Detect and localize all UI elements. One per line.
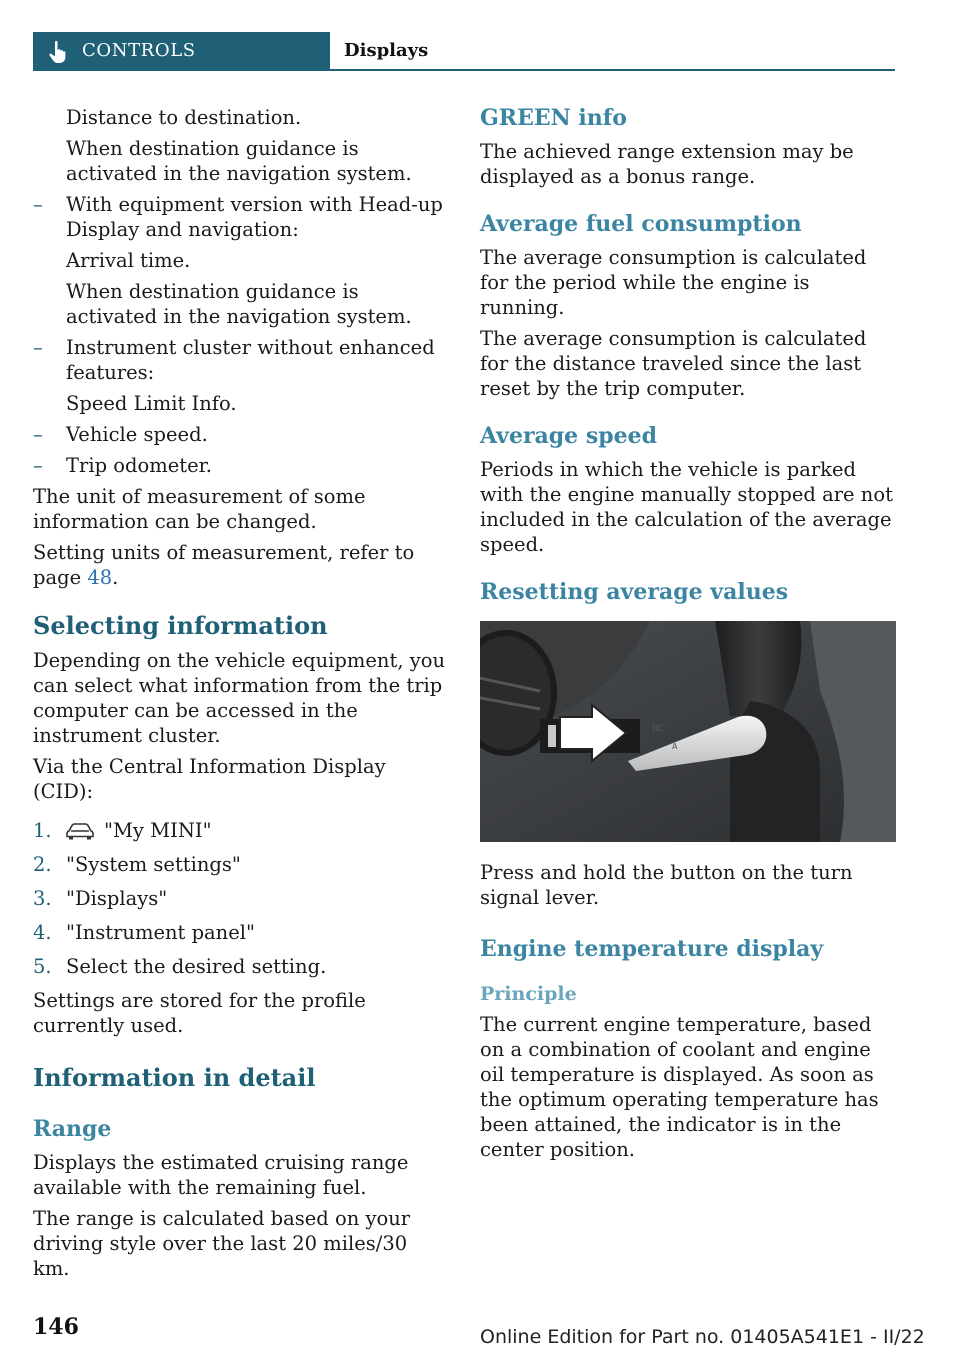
- page-reference-link[interactable]: 48: [87, 566, 113, 589]
- step-text: "Instrument panel": [66, 921, 255, 944]
- step-number: 5.: [33, 955, 52, 978]
- chapter-tab: [33, 32, 330, 71]
- step-text: "System settings": [66, 853, 241, 876]
- numbered-step: [33, 920, 447, 945]
- numbered-step: [33, 818, 447, 843]
- list-item-text: Vehicle speed.: [66, 423, 208, 446]
- numbered-step: [33, 852, 447, 877]
- list-item-text: Trip odometer.: [66, 454, 212, 477]
- paragraph: Setting units of measurement, refer to page 48.: [33, 541, 415, 589]
- heading-range: Range: [33, 1116, 112, 1142]
- paragraph: Periods in which the vehicle is parked with the engine manually stopped are not included in the calculation of the average speed.: [480, 458, 893, 556]
- paragraph: Via the Central Information Display (CID):: [33, 755, 386, 803]
- paragraph: Settings are stored for the profile currently used.: [33, 989, 366, 1037]
- paragraph: The unit of measurement of some information can be changed.: [33, 485, 366, 533]
- step-number: 4.: [33, 921, 52, 944]
- heading-green-info: GREEN info: [480, 105, 627, 131]
- list-dash: –: [33, 193, 43, 216]
- heading-average-speed: Average speed: [480, 423, 657, 449]
- paragraph: Speed Limit Info.: [66, 392, 237, 415]
- list-item-text: With equipment version with Head-up Display and navigation:: [66, 193, 443, 241]
- turn-signal-lever-photo: [480, 621, 896, 842]
- numbered-step: [33, 886, 447, 911]
- paragraph: When destination guidance is activated in the navigation system.: [66, 280, 412, 328]
- list-item: [33, 453, 447, 478]
- list-dash: –: [33, 336, 43, 359]
- heading-average-fuel-consumption: Average fuel consumption: [480, 211, 802, 237]
- paragraph: When destination guidance is activated in the navigation system.: [66, 137, 412, 185]
- heading-principle: Principle: [480, 983, 577, 1005]
- paragraph: The average consumption is calculated for the period while the engine is running.: [480, 246, 867, 319]
- chapter-label: CONTROLS: [82, 40, 196, 61]
- step-text: "My MINI": [104, 819, 212, 842]
- lever-a-label: A: [672, 742, 678, 751]
- paragraph: The range is calculated based on your driving style over the last 20 miles/30 km.: [33, 1207, 411, 1280]
- paragraph: The average consumption is calculated for the distance traveled since the last reset by the trip computer.: [480, 327, 867, 400]
- lever-bc-label: BC: [652, 724, 665, 734]
- paragraph: The achieved range extension may be displayed as a bonus range.: [480, 140, 854, 188]
- setting-units-text: Setting units of measurement, refer to page: [33, 541, 415, 589]
- left-column: [33, 105, 447, 1287]
- list-item-text: Instrument cluster without enhanced features:: [66, 336, 435, 384]
- list-item: [33, 422, 447, 447]
- step-number: 2.: [33, 853, 52, 876]
- right-column: [480, 105, 896, 1168]
- car-icon: [66, 822, 94, 840]
- page-number: 146: [33, 1314, 79, 1340]
- list-item: [33, 335, 447, 385]
- list-dash: –: [33, 454, 43, 477]
- paragraph: Press and hold the button on the turn signal lever.: [480, 861, 853, 909]
- heading-engine-temperature-display: Engine temperature display: [480, 936, 824, 962]
- paragraph: Displays the estimated cruising range available with the remaining fuel.: [33, 1151, 409, 1199]
- pointing-hand-icon: [47, 40, 69, 64]
- page-header: [33, 32, 895, 71]
- list-dash: –: [33, 423, 43, 446]
- step-number: 3.: [33, 887, 52, 910]
- step-number: 1.: [33, 819, 52, 842]
- list-item: [33, 192, 447, 242]
- numbered-step: [33, 954, 447, 979]
- section-title: Displays: [344, 40, 429, 61]
- paragraph: Arrival time.: [66, 249, 191, 272]
- paragraph: The current engine temperature, based on a combination of coolant and engine oil temperature is displayed. As soon as the optimum operating temperature has been attained, the indicator is in the center position.: [480, 1013, 879, 1161]
- paragraph: Depending on the vehicle equipment, you can select what information from the trip computer can be accessed in the instrument cluster.: [33, 649, 446, 747]
- step-text: Select the desired setting.: [66, 955, 327, 978]
- edition-footer: Online Edition for Part no. 01405A541E1 - II/22: [480, 1326, 925, 1348]
- heading-resetting-average-values: Resetting average values: [480, 579, 789, 605]
- paragraph: Distance to destination.: [66, 106, 302, 129]
- step-text: "Displays": [66, 887, 168, 910]
- heading-selecting-information: Selecting information: [33, 611, 328, 640]
- heading-information-in-detail: Information in detail: [33, 1063, 316, 1092]
